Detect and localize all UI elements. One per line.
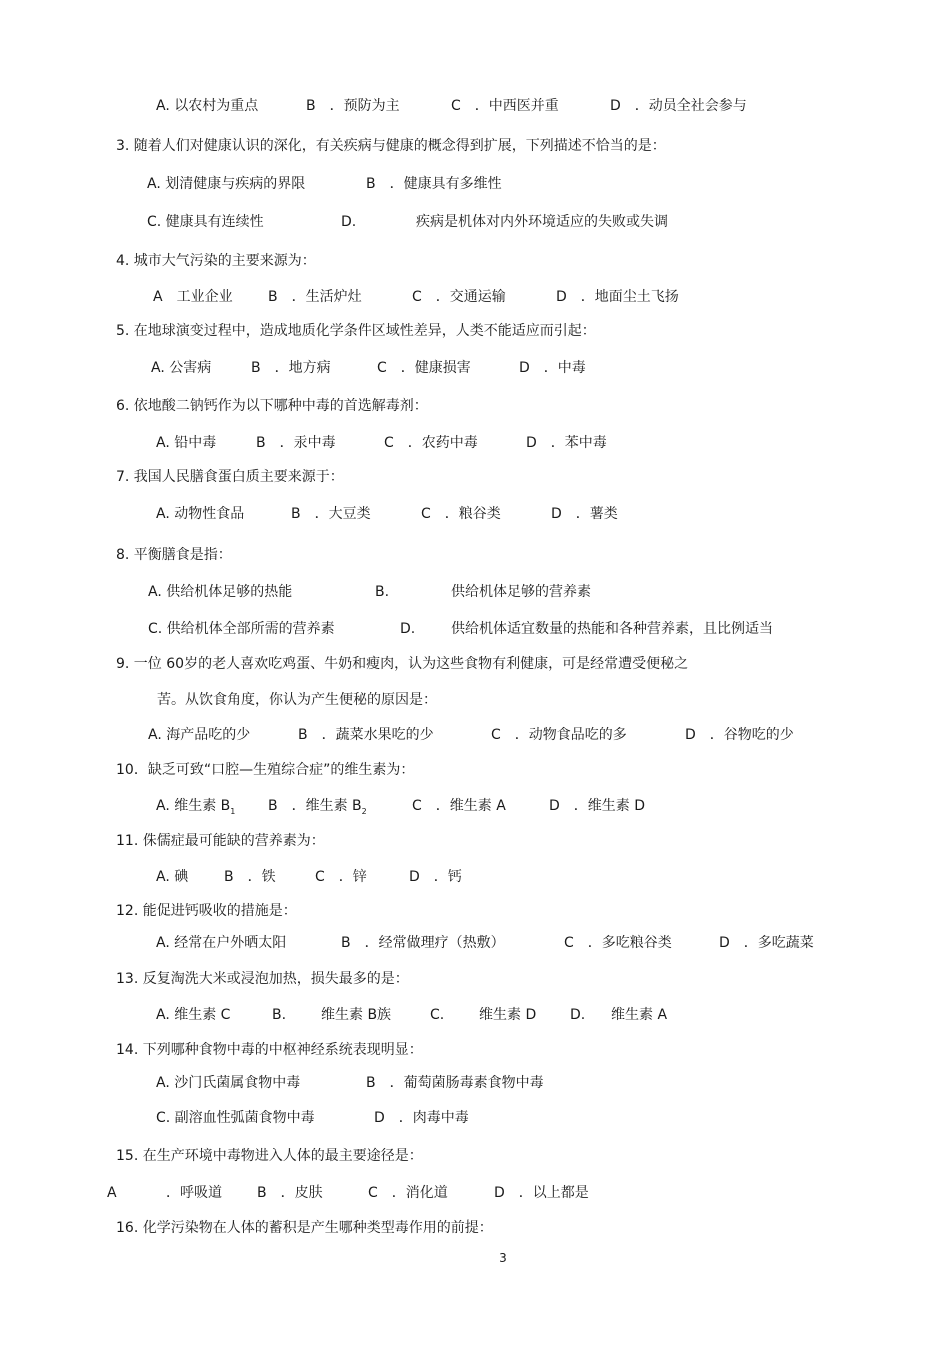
q15-stem: 15. 在生产环境中毒物进入人体的最主要途径是： [116,1148,423,1164]
q10-stem: 10．缺乏可致“口腔—生殖综合症”的维生素为： [116,762,415,778]
q2-option-b: B ．预防为主 [306,98,400,114]
q4-option-d: D ．地面尘土飞扬 [556,289,679,305]
q14-option-d: D ．肉毒中毒 [374,1110,469,1126]
q7-stem: 7. 我国人民膳食蛋白质主要来源于： [116,469,344,485]
q10-option-d: D ．维生素 D [549,798,646,814]
q10-option-c: C ．维生素 A [412,798,506,814]
q10-option-b [268,796,367,822]
q13-option-d-label: D. [570,1007,586,1023]
q12-stem: 12. 能促进钙吸收的措施是： [116,903,297,919]
q2-option-a: A. 以农村为重点 [156,98,259,114]
q15-option-d: D ．以上都是 [494,1185,589,1201]
q10-option-b-subscript: 2 [361,806,367,816]
q6-option-b: B ．汞中毒 [256,435,336,451]
q13-option-a: A. 维生素 C [156,1007,231,1023]
q3-option-d-text: 疾病是机体对内外环境适应的失败或失调 [416,214,668,230]
q7-option-b: B ．大豆类 [291,506,371,522]
q11-stem: 11. 侏儒症最可能缺的营养素为： [116,833,325,849]
q4-option-c: C ．交通运输 [412,289,506,305]
q15-option-c: C ．消化道 [368,1185,448,1201]
q7-option-c: C ．粮谷类 [421,506,501,522]
q9-stem-line2: 苦。从饮食角度，你认为产生便秘的原因是： [157,692,437,708]
q7-option-d: D ．薯类 [551,506,618,522]
q13-option-b-text: 维生素 B族 [321,1007,392,1023]
q3-stem: 3. 随着人们对健康认识的深化，有关疾病与健康的概念得到扩展，下列描述不恰当的是： [116,138,666,154]
q6-option-a: A. 铅中毒 [156,435,217,451]
q14-option-c: C. 副溶血性弧菌食物中毒 [156,1110,315,1126]
q15-option-a-label: A [107,1185,117,1201]
q12-option-a: A. 经常在户外晒太阳 [156,935,287,951]
q8-option-b-label: B. [375,584,390,600]
q3-option-b: B ．健康具有多维性 [366,176,502,192]
q8-option-a: A. 供给机体足够的热能 [148,584,293,600]
q8-option-d-label: D. [400,621,416,637]
q9-option-a: A. 海产品吃的少 [148,727,251,743]
q14-stem: 14. 下列哪种食物中毒的中枢神经系统表现明显： [116,1042,423,1058]
q3-option-d-label: D. [341,214,357,230]
q8-stem: 8. 平衡膳食是指： [116,547,232,563]
q3-option-c: C. 健康具有连续性 [147,214,264,230]
q13-option-d-text: 维生素 A [611,1007,668,1023]
q14-option-b: B ．葡萄菌肠毒素食物中毒 [366,1075,544,1091]
q14-option-a: A. 沙门氏菌属食物中毒 [156,1075,301,1091]
q11-option-d: D ．钙 [409,869,462,885]
q9-option-b: B ．蔬菜水果吃的少 [298,727,434,743]
q8-option-b-text: 供给机体足够的营养素 [451,584,591,600]
q10-option-a-text: A. 维生素 B [156,798,231,814]
q13-stem: 13. 反复淘洗大米或浸泡加热，损失最多的是： [116,971,409,987]
q10-option-a-subscript: 1 [230,806,236,816]
q5-option-c: C ．健康损害 [377,360,471,376]
q11-option-c: C ．锌 [315,869,367,885]
page-number: 3 [499,1251,507,1265]
q15-option-b: B ．皮肤 [257,1185,323,1201]
q15-option-a-text: ．呼吸道 [166,1185,222,1201]
q9-option-c: C ．动物食品吃的多 [491,727,627,743]
q12-option-d: D ．多吃蔬菜 [719,935,814,951]
q2-option-c: C ．中西医并重 [451,98,559,114]
q6-option-c: C ．农药中毒 [384,435,478,451]
q10-option-a [156,796,235,822]
q5-stem: 5. 在地球演变过程中，造成地质化学条件区域性差异，人类不能适应而引起： [116,323,596,339]
q4-option-b: B ．生活炉灶 [268,289,362,305]
q13-option-c-text: 维生素 D [479,1007,537,1023]
q8-option-c: C. 供给机体全部所需的营养素 [148,621,335,637]
q13-option-b-label: B. [272,1007,287,1023]
q10-option-b-text: B ．维生素 B [268,798,362,814]
q4-option-a: A 工业企业 [153,289,233,305]
q12-option-c: C ．多吃粮谷类 [564,935,672,951]
q11-option-b: B ．铁 [224,869,276,885]
q16-stem: 16. 化学污染物在人体的蓄积是产生哪种类型毒作用的前提： [116,1220,493,1236]
q6-stem: 6. 依地酸二钠钙作为以下哪种中毒的首选解毒剂： [116,398,428,414]
q6-option-d: D ．苯中毒 [526,435,607,451]
q2-option-d: D ．动员全社会参与 [610,98,747,114]
q11-option-a: A. 碘 [156,869,189,885]
q7-option-a: A. 动物性食品 [156,506,245,522]
q4-stem: 4. 城市大气污染的主要来源为： [116,253,316,269]
q5-option-b: B ．地方病 [251,360,331,376]
q5-option-d: D ．中毒 [519,360,586,376]
q12-option-b: B ．经常做理疗（热敷） [341,935,505,951]
q5-option-a: A. 公害病 [151,360,212,376]
q9-stem-line1: 9. 一位 60岁的老人喜欢吃鸡蛋、牛奶和瘦肉，认为这些食物有利健康，可是经常遭受便秘之 [116,656,689,672]
q8-option-d-text: 供给机体适宜数量的热能和各种营养素，且比例适当 [451,621,773,637]
q9-option-d: D ．谷物吃的少 [685,727,794,743]
q13-option-c-label: C. [430,1007,445,1023]
q3-option-a: A. 划清健康与疾病的界限 [147,176,306,192]
